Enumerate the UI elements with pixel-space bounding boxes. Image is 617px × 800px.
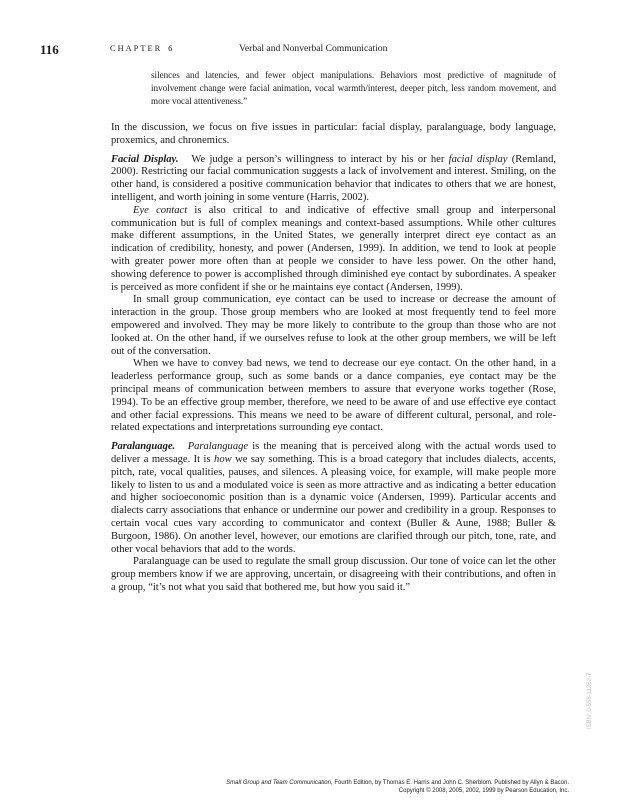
footer-copyright: Copyright © 2008, 2005, 2002, 1999 by Pearson Education, Inc. xyxy=(398,788,569,794)
paragraph-eye-contact xyxy=(111,205,556,295)
paragraph-paralanguage-regulate: Paralanguage can be used to regulate the small group discussion. Our tone of voice can let the other group members know if we are approving, uncertain, or disagreeing with their contributions, and often in a group, “it’s not what you said that bothered me, but how you said it.” xyxy=(111,556,556,593)
facial-display-heading: Facial Display. xyxy=(111,153,179,165)
block-quote: silences and latencies, and fewer object manipulations. Behaviors most predictive of magnitude of involvement change were facial animation, vocal warmth/interest, deeper pitch, less random movement, and more vocal attentiveness.” xyxy=(151,70,556,106)
footer-book-title: Small Group and Team Communication, xyxy=(226,780,333,786)
footer-line-1 xyxy=(40,779,569,787)
page-footer xyxy=(40,779,569,795)
page-header xyxy=(40,42,580,58)
text-run: We judge a person’s willingness to interact by his or her xyxy=(191,153,449,165)
page-number: 116 xyxy=(40,42,59,57)
paragraph-facial-display xyxy=(111,154,556,205)
paragraph-intro: In the discussion, we focus on five issues in particular: facial display, paralanguage, body language, proxemics, and chronemics. xyxy=(111,122,556,146)
body-text xyxy=(111,122,556,595)
chapter-number: 6 xyxy=(168,44,173,53)
term-paralanguage: Paralanguage xyxy=(187,441,249,453)
text-run: is also critical to and indicative of effective small group and interpersonal communication but is full of complex meanings and context-based assumptions. While other cultures make different assumptions, in the United States, we generally interpret direct eye contact as an indication of credibility, honesty, and power (Andersen, 1999). In addition, we tend to look at people with greater power more often than at people we consider to have less power. On the other hand, showing deference to power is accomplished through diminished eye contact by subordinates. A speaker is perceived as more confident if she or he maintains eye contact (Andersen, 1999). xyxy=(111,204,556,293)
text-run: we say something. This is a broad category that includes dialects, accents, pitch, rate, vocal qualities, pauses, and silences. A pleasing voice, for example, will make people more likely to listen to us and a modulated voice is seen as more attractive and as indicating a better education and higher socioeconomic position than is a dynamic voice (Andersen, 1999). Particular accents and dialects carry associations that enhance or undermine our power and credibility in a group. Responses to certain vocal cues vary according to communicator and context (Buller & Aune, 1988; Buller & Burgoon, 1986). On another level, however, our emotions are clarified through our pitch, tone, rate, and other vocal behaviors that add to the words. xyxy=(111,453,557,555)
paragraph-paralanguage xyxy=(111,441,556,556)
paralanguage-heading: Paralanguage. xyxy=(111,441,176,453)
chapter-word: CHAPTER xyxy=(110,44,163,53)
chapter-title: Verbal and Nonverbal Communication xyxy=(239,43,388,54)
term-how: how xyxy=(214,453,232,465)
term-facial-display: facial display xyxy=(448,153,508,165)
footer-publisher: Fourth Edition, by Thomas E. Harris and John C. Sherblom. Published by Allyn & Bacon. xyxy=(332,780,569,786)
paragraph-small-group: In small group communication, eye contact can be used to increase or decrease the amount of interaction in the group. Those group members who are looked at most frequently tend to feel more empowered and involved. They may be more likely to contribute to the group than those who are not looked at. On the other hand, if we ourselves refuse to look at the other group members, we will be left out of the conversation. xyxy=(111,294,556,357)
term-eye-contact: Eye contact xyxy=(133,204,188,216)
chapter-label xyxy=(110,44,182,53)
text-run: (Remland, 2000). Restricting our facial communication suggests a lack of involvement and interest. Smiling, on the other hand, is considered a positive communication behavior that indicates to others that we are honest, intelligent, and worth joining in some venture (Harris, 2002). xyxy=(111,153,556,203)
isbn-watermark: ISBN: 0-558-11262-7 xyxy=(587,672,593,729)
text-run: is the meaning that is perceived along with the actual words used to deliver a message. It is xyxy=(111,441,556,465)
paragraph-bad-news: When we have to convey bad news, we tend to decrease our eye contact. On the other hand, in a leaderless performance group, such as some bands or a dance companies, eye contact may be the principal means of communication between members to assure that everyone works together (Rose, 1994). To be an effective group member, therefore, we need to be aware of and use effective eye contact and other facial expressions. This means we need to be aware of different cultural, personal, and role-related expectations and interpretations surrounding eye contact. xyxy=(111,358,556,434)
